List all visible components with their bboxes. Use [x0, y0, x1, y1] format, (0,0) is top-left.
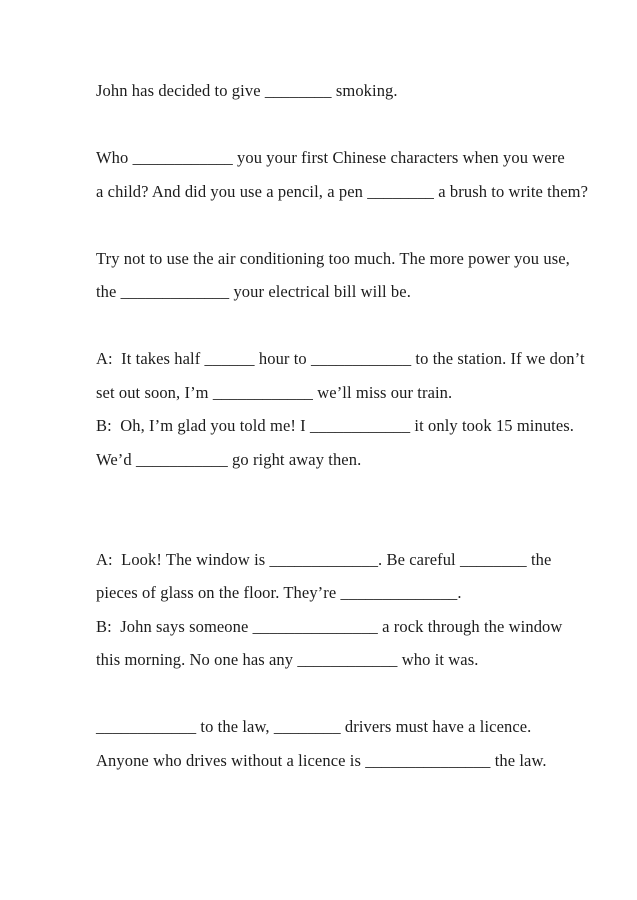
text-line: B: John says someone _______________ a rock through the window: [96, 616, 563, 636]
text-line: We’d ___________ go right away then.: [96, 449, 362, 469]
text-line: Anyone who drives without a licence is _______________ the law.: [96, 750, 547, 770]
text-line: ____________ to the law, ________ drivers must have a licence.: [96, 717, 532, 736]
text-line: a child? And did you use a pencil, a pen ________ a brush to write them?: [96, 181, 588, 201]
text-line: A: Look! The window is _____________. Be careful ________ the: [96, 549, 552, 569]
text-line: Who ____________ you your first Chinese characters when you were: [96, 148, 565, 167]
text-line: set out soon, I’m ____________ we’ll miss our train.: [96, 382, 453, 402]
exercise-paragraph-3: [96, 242, 570, 309]
text-line: the _____________ your electrical bill will be.: [96, 282, 411, 301]
text-line: this morning. No one has any ____________ who it was.: [96, 650, 479, 669]
text-line: A: It takes half ______ hour to ____________ to the station. If we don’t: [96, 349, 585, 368]
exercise-paragraph-6: [96, 710, 545, 777]
exercise-paragraph-1: [96, 74, 545, 108]
exercise-paragraph-2: [96, 141, 588, 208]
exercise-paragraph-5: [96, 543, 563, 677]
text-line: pieces of glass on the floor. They’re ______________.: [96, 583, 462, 602]
text-line: Try not to use the air conditioning too much. The more power you use,: [96, 248, 570, 268]
exercise-paragraph-4: [96, 342, 585, 476]
text-line: John has decided to give ________ smoking.: [96, 81, 398, 100]
text-line: B: Oh, I’m glad you told me! I ____________ it only took 15 minutes.: [96, 416, 575, 435]
